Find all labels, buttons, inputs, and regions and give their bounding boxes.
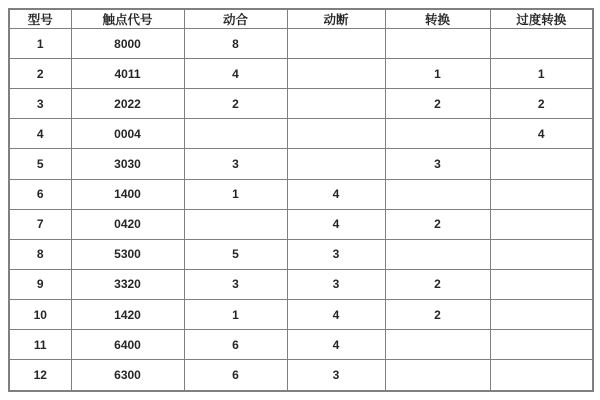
cell-model: 6 bbox=[9, 179, 71, 209]
cell-changeover bbox=[385, 360, 490, 391]
column-header-transition-changeover: 过度转换 bbox=[490, 9, 593, 29]
cell-changeover bbox=[385, 179, 490, 209]
cell-transition-changeover bbox=[490, 239, 593, 269]
cell-normally-open: 5 bbox=[184, 239, 287, 269]
table-body bbox=[9, 29, 593, 392]
cell-normally-open: 6 bbox=[184, 360, 287, 391]
cell-normally-open: 3 bbox=[184, 269, 287, 299]
cell-transition-changeover bbox=[490, 360, 593, 391]
cell-changeover bbox=[385, 239, 490, 269]
cell-model: 11 bbox=[9, 330, 71, 360]
cell-normally-closed: 4 bbox=[287, 209, 385, 239]
cell-transition-changeover: 4 bbox=[490, 119, 593, 149]
cell-changeover: 2 bbox=[385, 269, 490, 299]
cell-transition-changeover bbox=[490, 29, 593, 59]
cell-normally-open: 2 bbox=[184, 89, 287, 119]
cell-normally-closed: 3 bbox=[287, 239, 385, 269]
cell-normally-closed bbox=[287, 149, 385, 179]
cell-contact-code: 3030 bbox=[71, 149, 184, 179]
cell-model: 8 bbox=[9, 239, 71, 269]
cell-normally-open: 4 bbox=[184, 59, 287, 89]
cell-changeover: 2 bbox=[385, 299, 490, 329]
table-row bbox=[9, 89, 593, 119]
table-row bbox=[9, 209, 593, 239]
table-row bbox=[9, 119, 593, 149]
table-row bbox=[9, 149, 593, 179]
table-row bbox=[9, 179, 593, 209]
cell-model: 2 bbox=[9, 59, 71, 89]
table-row bbox=[9, 239, 593, 269]
cell-transition-changeover bbox=[490, 330, 593, 360]
cell-changeover: 2 bbox=[385, 89, 490, 119]
cell-contact-code: 1420 bbox=[71, 299, 184, 329]
table-row bbox=[9, 330, 593, 360]
cell-transition-changeover bbox=[490, 179, 593, 209]
cell-model: 10 bbox=[9, 299, 71, 329]
cell-normally-closed: 3 bbox=[287, 360, 385, 391]
cell-contact-code: 3320 bbox=[71, 269, 184, 299]
cell-normally-open bbox=[184, 209, 287, 239]
cell-normally-closed: 3 bbox=[287, 269, 385, 299]
cell-transition-changeover bbox=[490, 209, 593, 239]
header-row bbox=[9, 9, 593, 29]
column-header-changeover: 转换 bbox=[385, 9, 490, 29]
cell-contact-code: 0004 bbox=[71, 119, 184, 149]
column-header-normally-closed: 动断 bbox=[287, 9, 385, 29]
cell-transition-changeover: 1 bbox=[490, 59, 593, 89]
table-row bbox=[9, 360, 593, 391]
table-row bbox=[9, 29, 593, 59]
cell-changeover: 3 bbox=[385, 149, 490, 179]
cell-contact-code: 5300 bbox=[71, 239, 184, 269]
cell-normally-closed bbox=[287, 89, 385, 119]
cell-model: 12 bbox=[9, 360, 71, 391]
cell-model: 4 bbox=[9, 119, 71, 149]
cell-normally-closed bbox=[287, 59, 385, 89]
table-row bbox=[9, 59, 593, 89]
cell-transition-changeover bbox=[490, 269, 593, 299]
table-row bbox=[9, 299, 593, 329]
table-row bbox=[9, 269, 593, 299]
cell-model: 7 bbox=[9, 209, 71, 239]
cell-contact-code: 6400 bbox=[71, 330, 184, 360]
cell-changeover: 2 bbox=[385, 209, 490, 239]
column-header-model: 型号 bbox=[9, 9, 71, 29]
cell-contact-code: 8000 bbox=[71, 29, 184, 59]
cell-changeover bbox=[385, 119, 490, 149]
cell-transition-changeover bbox=[490, 149, 593, 179]
cell-model: 5 bbox=[9, 149, 71, 179]
cell-contact-code: 0420 bbox=[71, 209, 184, 239]
cell-normally-open: 6 bbox=[184, 330, 287, 360]
cell-contact-code: 2022 bbox=[71, 89, 184, 119]
cell-normally-closed bbox=[287, 119, 385, 149]
cell-contact-code: 1400 bbox=[71, 179, 184, 209]
cell-normally-closed: 4 bbox=[287, 179, 385, 209]
cell-model: 9 bbox=[9, 269, 71, 299]
column-header-contact-code: 触点代号 bbox=[71, 9, 184, 29]
contact-spec-table bbox=[8, 8, 594, 392]
cell-normally-closed bbox=[287, 29, 385, 59]
column-header-normally-open: 动合 bbox=[184, 9, 287, 29]
cell-changeover: 1 bbox=[385, 59, 490, 89]
cell-normally-open: 8 bbox=[184, 29, 287, 59]
cell-transition-changeover bbox=[490, 299, 593, 329]
cell-contact-code: 4011 bbox=[71, 59, 184, 89]
cell-normally-open: 3 bbox=[184, 149, 287, 179]
cell-normally-open: 1 bbox=[184, 299, 287, 329]
cell-transition-changeover: 2 bbox=[490, 89, 593, 119]
cell-contact-code: 6300 bbox=[71, 360, 184, 391]
cell-normally-open: 1 bbox=[184, 179, 287, 209]
cell-changeover bbox=[385, 330, 490, 360]
cell-normally-closed: 4 bbox=[287, 299, 385, 329]
cell-normally-closed: 4 bbox=[287, 330, 385, 360]
cell-normally-open bbox=[184, 119, 287, 149]
cell-changeover bbox=[385, 29, 490, 59]
cell-model: 1 bbox=[9, 29, 71, 59]
cell-model: 3 bbox=[9, 89, 71, 119]
